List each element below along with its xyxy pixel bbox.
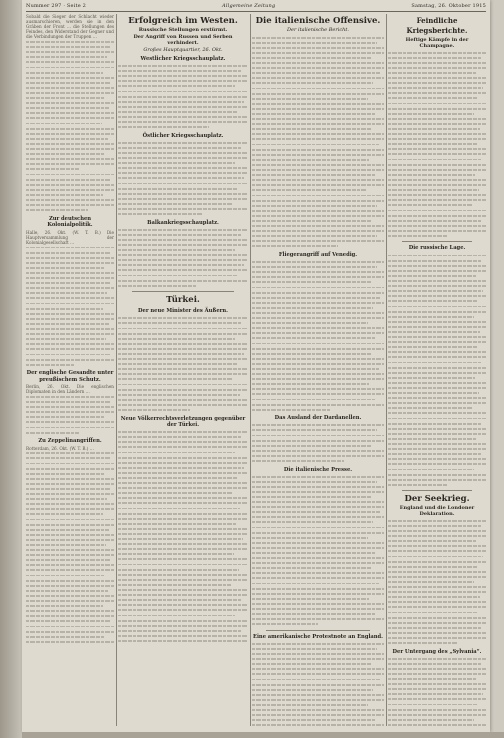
subheadline: Der neue Minister des Äußern.	[138, 308, 228, 315]
page-bottom-edge	[22, 732, 504, 738]
headline: Erfolgreich im Westen.	[128, 16, 238, 26]
subheadline: Neue Völkerrechtsverletzungen gegenüber der Türkei.	[120, 415, 246, 429]
column-4	[388, 14, 486, 726]
column-1	[26, 14, 114, 726]
section-rule	[402, 241, 472, 242]
article-text: Sobald die Sieger der Schlacht wieder ausmarschieren, werden sie in den Gräben der Front … die Stellungen des Feindes, den Widerstand der Gegner und die Verbindungen der Truppen …	[26, 14, 114, 40]
section-rule	[266, 630, 370, 631]
section-rule	[402, 490, 472, 491]
section-heading: Die russische Lage.	[408, 245, 466, 252]
subheadline: Der italienische Bericht.	[287, 27, 349, 33]
subheadline: Der Angriff von Russen und Serben verhindert.	[133, 34, 233, 46]
subheadline: Russische Stellungen erstürmt.	[138, 27, 228, 33]
headline: Türkei.	[166, 295, 200, 306]
book-binding-edge	[0, 0, 22, 738]
section-label: Westlicher Kriegsschauplatz.	[140, 56, 226, 62]
article-text: Rotterdam, 26. Okt. (W. T. B.) …	[26, 445, 94, 451]
headline: Feindliche Kriegsberichte.	[406, 16, 468, 35]
section-heading: Zur deutschen Kolonialpolitik.	[47, 215, 93, 229]
subheadline: England und die Londoner Deklaration.	[399, 505, 475, 518]
subheadline: Heftige Kämpfe in der Champagne.	[405, 37, 469, 49]
section-heading: Der Untergang des „Sylvania“.	[392, 648, 482, 655]
headline: Der Seekrieg.	[404, 494, 470, 505]
header-rule	[26, 11, 486, 12]
page-header	[26, 2, 486, 10]
article-text: Berlin, 26. Okt. Die englischen Diplomaten in den Ländern …	[26, 384, 114, 395]
section-label: Balkankriegsschauplatz.	[147, 219, 219, 226]
column-divider	[250, 14, 251, 726]
column-divider	[386, 14, 387, 726]
section-heading: Das Ausland der Dardanellen.	[274, 415, 362, 422]
section-rule	[132, 291, 234, 292]
header-right: Samstag, 26. Oktober 1915	[411, 3, 486, 9]
column-3	[252, 14, 384, 726]
header-left: Nummer 297 · Seite 2	[26, 3, 87, 9]
column-divider	[116, 14, 117, 726]
section-label: Östlicher Kriegsschauplatz.	[142, 132, 224, 139]
header-center: Allgemeine Zeitung	[222, 3, 276, 9]
dateline: Großes Hauptquartier, 26. Okt.	[143, 47, 223, 53]
column-2	[118, 14, 248, 726]
article-text: Halle, 26. Okt. (W. T. B.) Die Hauptversammlung der Kolonialgesellschaft …	[26, 229, 114, 245]
section-heading: Eine amerikanische Protestnote an England.	[253, 633, 383, 640]
section-heading: Die italienische Presse.	[283, 466, 353, 473]
section-heading: Der englische Gesandte unter preußischem Schutz.	[26, 370, 114, 383]
section-heading: Fliegerangriff auf Venedig.	[278, 251, 358, 258]
headline: Die italienische Offensive.	[255, 16, 381, 26]
section-heading: Zu Zeppelinangriffen.	[38, 438, 102, 445]
newspaper-page	[22, 0, 490, 732]
